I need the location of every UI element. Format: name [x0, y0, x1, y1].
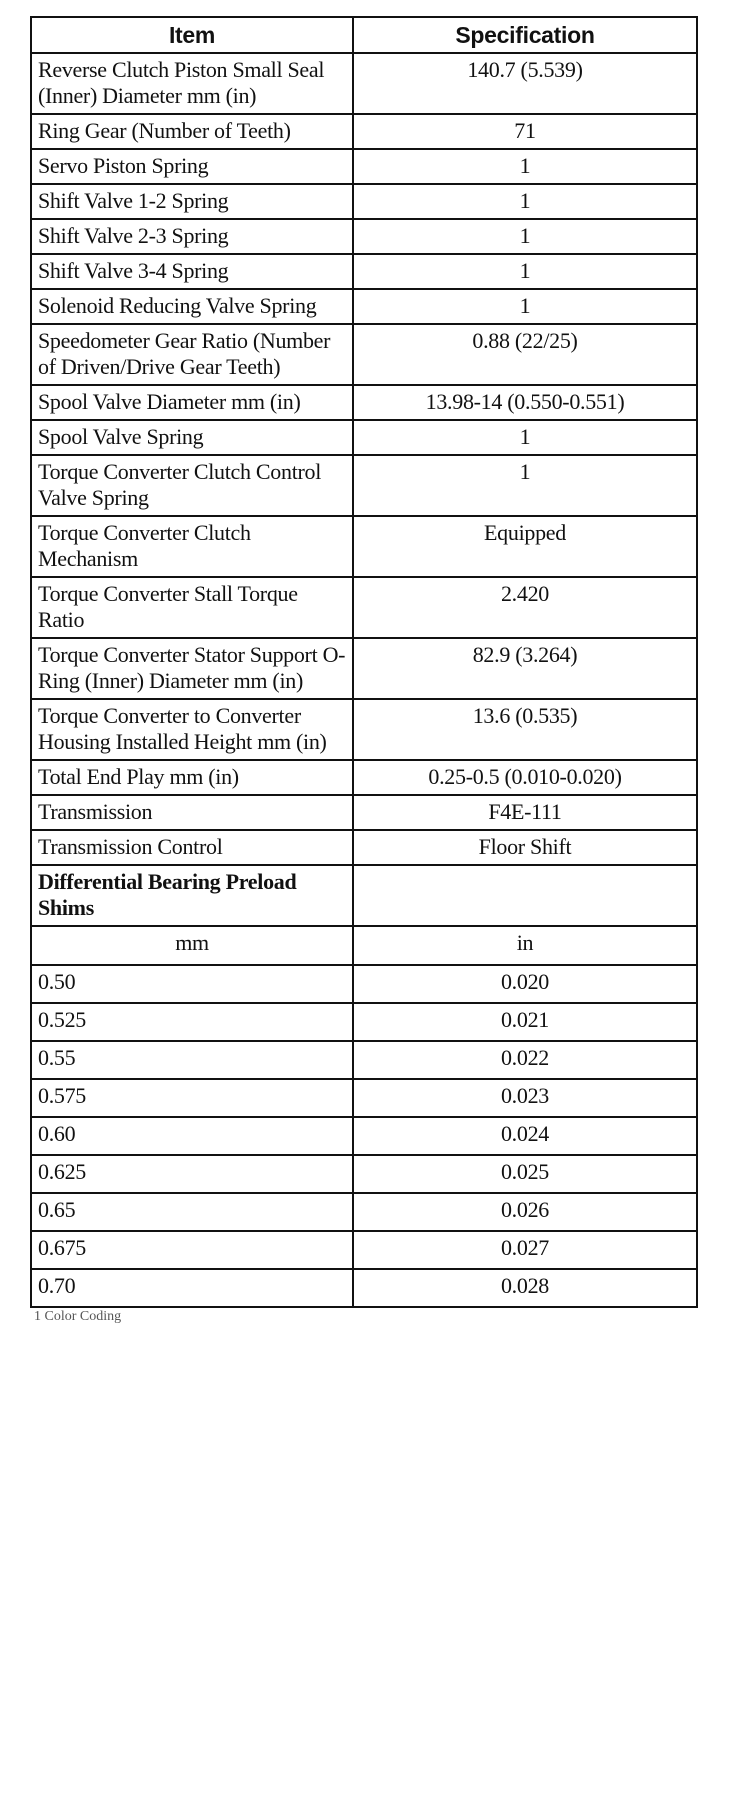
table-row	[31, 53, 697, 114]
shim-in-cell: 0.025	[353, 1155, 697, 1193]
spec-table-body	[31, 53, 697, 865]
specification-cell: 0.88 (22/25)	[353, 324, 697, 385]
shims-title-row	[31, 865, 697, 926]
table-row	[31, 577, 697, 638]
item-cell: Shift Valve 1-2 Spring	[31, 184, 353, 219]
specification-cell: 140.7 (5.539)	[353, 53, 697, 114]
item-cell: Speedometer Gear Ratio (Number of Driven/Drive Gear Teeth)	[31, 324, 353, 385]
table-row	[31, 254, 697, 289]
shim-mm-cell: 0.60	[31, 1117, 353, 1155]
table-row	[31, 289, 697, 324]
shim-row	[31, 1231, 697, 1269]
column-header-specification: Specification	[353, 17, 697, 53]
item-cell: Transmission Control	[31, 830, 353, 865]
shim-row	[31, 1117, 697, 1155]
table-row	[31, 420, 697, 455]
specification-cell: 1	[353, 219, 697, 254]
table-row	[31, 324, 697, 385]
shim-in-cell: 0.028	[353, 1269, 697, 1307]
table-row	[31, 385, 697, 420]
item-cell: Shift Valve 3-4 Spring	[31, 254, 353, 289]
item-cell: Reverse Clutch Piston Small Seal (Inner) Diameter mm (in)	[31, 53, 353, 114]
specification-cell: 1	[353, 184, 697, 219]
shim-mm-cell: 0.625	[31, 1155, 353, 1193]
item-cell: Spool Valve Spring	[31, 420, 353, 455]
item-cell: Torque Converter Clutch Mechanism	[31, 516, 353, 577]
specification-cell: 71	[353, 114, 697, 149]
table-row	[31, 760, 697, 795]
shim-mm-cell: 0.675	[31, 1231, 353, 1269]
footnote: 1 Color Coding	[34, 1310, 122, 1324]
specification-cell: Equipped	[353, 516, 697, 577]
shim-in-cell: 0.020	[353, 965, 697, 1003]
shims-header-in: in	[353, 926, 697, 965]
table-header-row	[31, 17, 697, 53]
table-row	[31, 149, 697, 184]
table-row	[31, 699, 697, 760]
table-row	[31, 455, 697, 516]
shim-row	[31, 1155, 697, 1193]
shims-section	[31, 865, 697, 965]
item-cell: Shift Valve 2-3 Spring	[31, 219, 353, 254]
item-cell: Torque Converter Stator Support O-Ring (Inner) Diameter mm (in)	[31, 638, 353, 699]
specification-cell: 1	[353, 289, 697, 324]
shim-in-cell: 0.021	[353, 1003, 697, 1041]
item-cell: Transmission	[31, 795, 353, 830]
shims-title-blank	[353, 865, 697, 926]
specification-cell: 13.98-14 (0.550-0.551)	[353, 385, 697, 420]
shim-mm-cell: 0.55	[31, 1041, 353, 1079]
table-row	[31, 830, 697, 865]
table-row	[31, 516, 697, 577]
shim-mm-cell: 0.525	[31, 1003, 353, 1041]
shims-title: Differential Bearing Preload Shims	[31, 865, 353, 926]
item-cell: Total End Play mm (in)	[31, 760, 353, 795]
shim-in-cell: 0.022	[353, 1041, 697, 1079]
shim-row	[31, 1193, 697, 1231]
item-cell: Spool Valve Diameter mm (in)	[31, 385, 353, 420]
table-row	[31, 795, 697, 830]
item-cell: Torque Converter Clutch Control Valve Spring	[31, 455, 353, 516]
shim-row	[31, 1079, 697, 1117]
shim-row	[31, 1269, 697, 1307]
shim-mm-cell: 0.575	[31, 1079, 353, 1117]
table-row	[31, 219, 697, 254]
specification-cell: 1	[353, 254, 697, 289]
table-row	[31, 114, 697, 149]
item-cell: Solenoid Reducing Valve Spring	[31, 289, 353, 324]
spec-table	[30, 16, 698, 1308]
shim-in-cell: 0.027	[353, 1231, 697, 1269]
shim-in-cell: 0.026	[353, 1193, 697, 1231]
spec-sheet	[30, 16, 696, 1324]
item-cell: Servo Piston Spring	[31, 149, 353, 184]
specification-cell: F4E-111	[353, 795, 697, 830]
item-cell: Torque Converter to Converter Housing Installed Height mm (in)	[31, 699, 353, 760]
item-cell: Ring Gear (Number of Teeth)	[31, 114, 353, 149]
shim-in-cell: 0.024	[353, 1117, 697, 1155]
specification-cell: 0.25-0.5 (0.010-0.020)	[353, 760, 697, 795]
specification-cell: 82.9 (3.264)	[353, 638, 697, 699]
shim-mm-cell: 0.70	[31, 1269, 353, 1307]
table-row	[31, 184, 697, 219]
specification-cell: 1	[353, 420, 697, 455]
shim-row	[31, 965, 697, 1003]
item-cell: Torque Converter Stall Torque Ratio	[31, 577, 353, 638]
column-header-item: Item	[31, 17, 353, 53]
shims-table-body	[31, 965, 697, 1307]
shim-row	[31, 1003, 697, 1041]
specification-cell: Floor Shift	[353, 830, 697, 865]
specification-cell: 13.6 (0.535)	[353, 699, 697, 760]
specification-cell: 1	[353, 455, 697, 516]
shim-mm-cell: 0.50	[31, 965, 353, 1003]
specification-cell: 2.420	[353, 577, 697, 638]
shim-in-cell: 0.023	[353, 1079, 697, 1117]
shims-header-mm: mm	[31, 926, 353, 965]
shims-header-row	[31, 926, 697, 965]
specification-cell: 1	[353, 149, 697, 184]
shim-row	[31, 1041, 697, 1079]
table-row	[31, 638, 697, 699]
shim-mm-cell: 0.65	[31, 1193, 353, 1231]
